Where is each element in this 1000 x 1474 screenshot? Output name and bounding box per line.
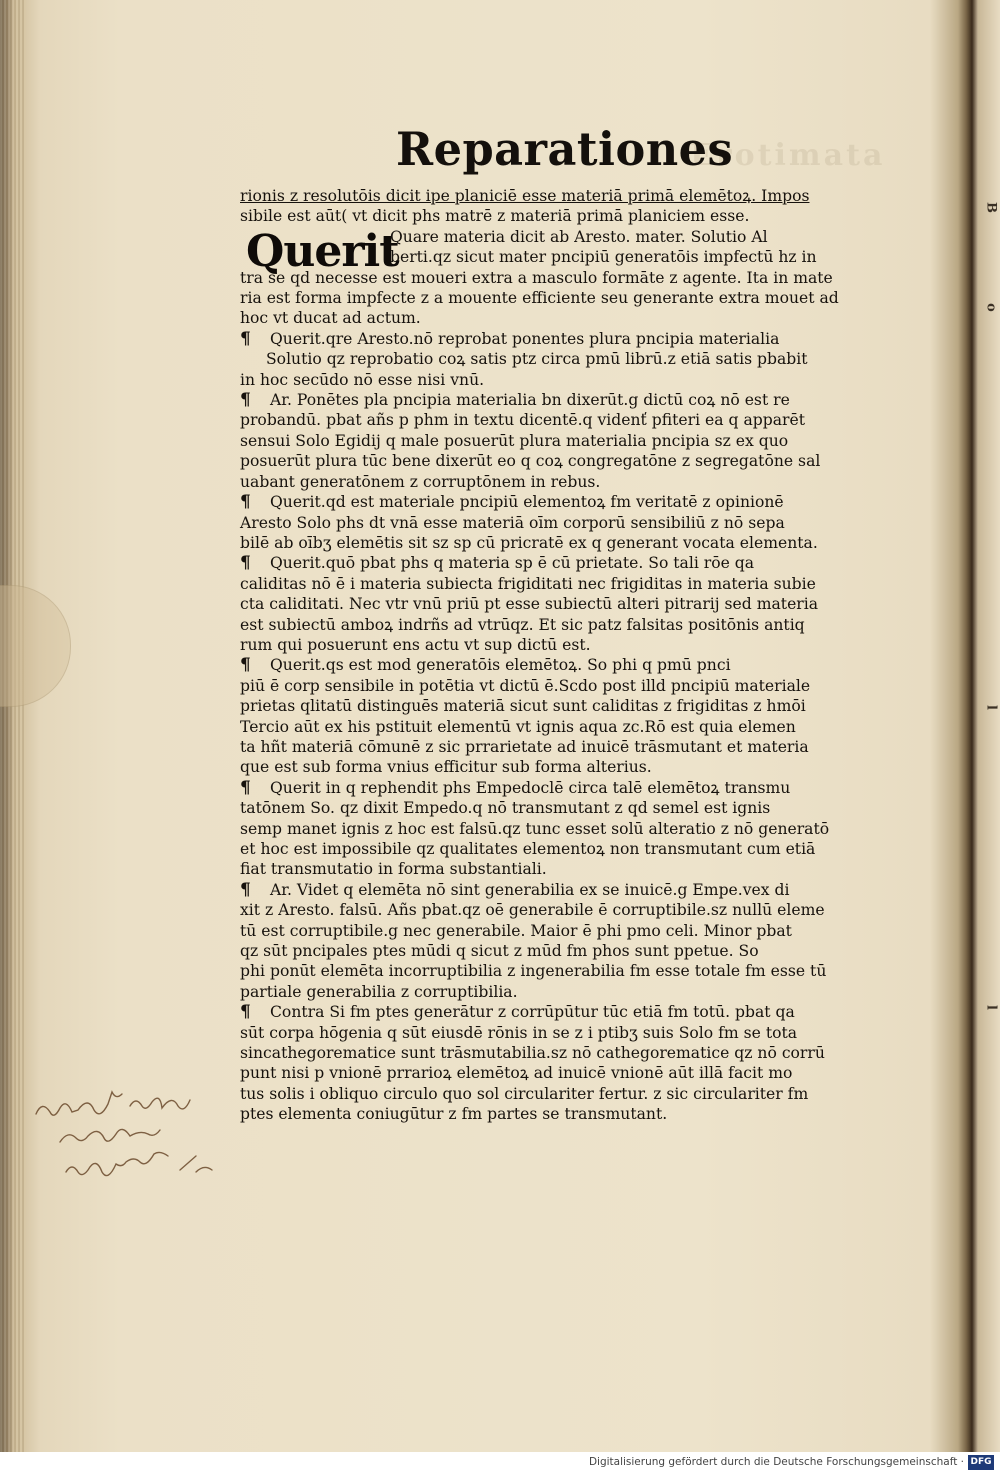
text-line: Querit.quō pbat phs q materia sp ē cū prietate. So tali rōe qa: [270, 554, 755, 573]
text-line: probandū. pbat añs p phm in textu dicentē.q videnť pfiteri ea q apparēt: [240, 411, 805, 430]
text-line: uabant generatōnem z corruptōnem in rebus.: [240, 472, 601, 491]
text-line: tus solis i obliquo circulo quo sol circulariter fertur. z sic circulariter fm: [240, 1084, 809, 1103]
text-line: semp manet ignis z hoc est falsū.qz tunc esset solū alteratio z nō generatō: [240, 819, 830, 838]
text-line: phi ponūt elemēta incorruptibilia z ingenerabilia fm esse totale fm esse tū: [240, 962, 827, 981]
text-line: rum qui posuerunt ens actu vt sup dictū est.: [240, 635, 591, 654]
text-line: cta caliditati. Nec vtr vnū priū pt esse subiectū alteri pitrarij sed materia: [240, 595, 819, 614]
facing-page-edge: [978, 0, 1000, 1452]
text-line: xit z Aresto. falsū. Añs pbat.qz oē generabile ē corruptibile.sz nullū eleme: [240, 901, 825, 920]
main-text: [240, 186, 850, 1125]
text-line: Tercio aūt ex his pstituit elementū vt ignis aqua zc.Rō est quia elemen: [240, 717, 796, 736]
text-line: posuerūt plura tūc bene dixerūt eo q coꝝ congregatōne z segregatōne sal: [240, 452, 821, 471]
text-line: partiale generabilia z corruptibilia.: [240, 982, 518, 1001]
text-line: hoc vt ducat ad actum.: [240, 309, 421, 328]
text-line: Querit.qre Aresto.nō reprobat ponentes plura pncipia materialia: [270, 329, 780, 348]
pilcrow-mark: ¶: [240, 390, 251, 411]
text-line: ta hñt materiā cōmunē z sic prrarietate ad inuicē trāsmutant et materia: [240, 737, 809, 756]
facing-page-letter: B: [983, 202, 999, 213]
footer-credit: Digitalisierung gefördert durch die Deutsche Forschungsgemeinschaft ·: [588, 1456, 964, 1468]
text-line: caliditas nō ē i materia subiecta frigiditati nec frigiditas in materia subie: [240, 574, 816, 593]
pilcrow-mark: ¶: [240, 553, 251, 574]
facing-page-letter: l: [983, 1005, 999, 1010]
text-line: bilē ab oībʒ elemētis sit sz sp cū pricratē ex q generant vocata elementa.: [240, 533, 818, 552]
book-edge: [0, 0, 26, 1452]
text-line: sibile est aūt( vt dicit phs matrē z materiā primā planiciem esse.: [240, 207, 750, 226]
text-line: berti.qz sicut mater pncipiū generatōis impfectū hz in: [390, 248, 817, 267]
text-line: sensui Solo Egidij q male posuerūt plura materialia pncipia sz ex quo: [240, 431, 789, 450]
text-line: Contra Si fm ptes generātur z corrūpūtur tūc etiā fm totū. pbat qa: [270, 1003, 795, 1022]
text-line: prietas qlitatū distinguēs materiā sicut sunt caliditas z frigiditas z hmōi: [240, 697, 806, 716]
text-line: in hoc secūdo nō esse nisi vnū.: [240, 370, 485, 389]
facing-page-letter: l: [983, 705, 999, 710]
pilcrow-mark: ¶: [240, 777, 251, 798]
footer-bar: [0, 1452, 1000, 1474]
handwritten-margin-note: [30, 1080, 240, 1210]
initial-letter: Querit: [246, 226, 399, 277]
show-through-text: Erotimata: [690, 138, 886, 173]
text-line: ria est forma impfecte z a mouente efficiente seu generante extra mouet ad: [240, 289, 839, 308]
text-line: piū ē corp sensibile in potētia vt dictū ē.Scdo post illd pncipiū materiale: [240, 676, 811, 695]
text-line: et hoc est impossibile qz qualitates elementoꝝ non transmutant cum etiā: [240, 840, 816, 858]
text-line: Querit.qd est materiale pncipiū elementoꝝ fm veritatē z opinionē: [270, 493, 784, 512]
text-line: que est sub forma vnius efficitur sub forma alterius.: [240, 758, 652, 777]
text-line: rionis z resolutōis dicit ipe planiciē esse materiā primā elemētoꝝ. Impos: [240, 187, 810, 205]
text-line: Solutio qz reprobatio coꝝ satis ptz circa pmū librū.z etiā satis pbabit: [266, 350, 808, 369]
text-line: qz sūt pncipales ptes mūdi q sicut z mūd fm phos sunt ppetue. So: [240, 942, 759, 961]
pilcrow-mark: ¶: [240, 655, 251, 676]
text-line: Aresto Solo phs dt vnā esse materiā oīm corporū sensibiliū z nō sepa: [240, 513, 785, 532]
text-line: sūt corpa hōgenia q sūt eiusdē rōnis in se z i ptibʒ suis Solo fm se tota: [240, 1023, 798, 1042]
text-line: tra se qd necesse est moueri extra a masculo formāte z agente. Ita in mate: [240, 268, 833, 287]
text-line: sincathegorematice sunt trāsmutabilia.sz nō cathegorematice qz nō corrū: [240, 1044, 825, 1063]
text-line: Querit.qs est mod generatōis elemētoꝝ. So phi q pmū pnci: [270, 656, 731, 675]
text-line: Querit in q rephendit phs Empedoclē circa talē elemētoꝝ transmu: [270, 778, 791, 797]
text-line: Ar. Videt q elemēta nō sint generabilia ex se inuicē.g Empe.vex di: [270, 880, 790, 899]
text-line: tatōnem So. qz dixit Empedo.q nō transmutant z qd semel est ignis: [240, 799, 771, 818]
text-line: Quare materia dicit ab Aresto. mater. Solutio Al: [390, 227, 768, 246]
text-line: fiat transmutatio in forma substantiali.: [240, 860, 547, 879]
pilcrow-mark: ¶: [240, 879, 251, 900]
running-head: Reparationes: [396, 122, 734, 176]
dfg-logo: DFG: [968, 1455, 994, 1470]
text-line: Ar. Ponētes pla pncipia materialia bn dixerūt.g dictū coꝝ nō est re: [270, 391, 790, 410]
text-line: ptes elementa coniugūtur z fm partes se transmutant.: [240, 1105, 668, 1124]
pilcrow-mark: ¶: [240, 328, 251, 349]
pilcrow-mark: ¶: [240, 492, 251, 513]
facing-page-letter: o: [983, 303, 999, 312]
text-line: tū est corruptibile.g nec generabile. Maior ē phi pmo celi. Minor pbat: [240, 921, 792, 940]
pilcrow-mark: ¶: [240, 1002, 251, 1023]
text-line: punt nisi p vnionē prrarioꝝ elemētoꝝ ad inuicē vnionē aūt illā facit mo: [240, 1064, 793, 1083]
text-line: est subiectū amboꝝ indrñs ad vtrūqz. Et sic patz falsitas positōnis antiq: [240, 615, 805, 634]
